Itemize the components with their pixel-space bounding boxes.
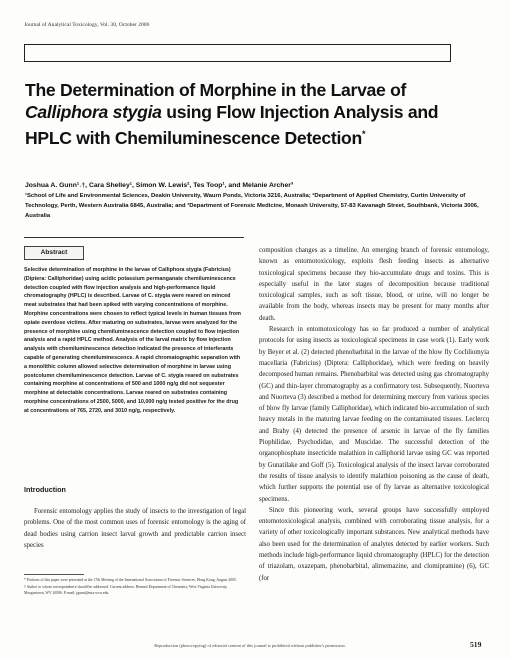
author-affiliations: ¹School of Life and Environmental Sciences, Deakin University, Waurn Ponds, Victoria 3216, Australia; ²Department of Applied Chemistry, Curtin University of Technology, Perth, Western Australia 6845, Australia; and ³Department of Forensic Medicine, Monash University, 57-83 Kavanagh Street, Southbank, Victoria 3006, Australia <box>25 193 479 219</box>
abstract-text: Selective determination of morphine in the larvae of Calliphora stygia (Fabricius) (Diptera: Calliphoridae) using acidic potassium permanganate chemiluminescence detection coupled with flow injection analysis and high-performance liquid chromatography (HPLC) is described. Larvae of C. stygia were reared on minced meat substrates that had been spiked with varying concentrations of morphine. Morphine concentrations were chosen to reflect typical levels in human tissues from opiate overdose victims. After maturing on substrates, larvae were analyzed for the presence of morphine using chemiluminescence detection coupled to flow injection analysis and a rapid HPLC method. Analysis of the larval matrix by flow injection analysis with chemiluminescence detection indicated the presence of interferants capable of generating chemiluminescence. A rapid chromatographic separation with a monolithic column allowed selective determination of morphine in larvae using postcolumn chemiluminescence detection. Larvae of C. stygia reared on substrates containing morphine at concentrations of 500 and 1000 ng/g did not sequester morphine at detectable concentrations. Larvae reared on substrates containing morphine concentrations of 2500, 5000, and 10,000 ng/g tested positive for the drug at concentrations of 765, 2720, and 3010 ng/g, respectively. <box>24 267 241 414</box>
right-paragraph-1: composition changes as a timeline. An emerging branch of forensic entomology, known as entomotoxicology, exploits flesh feeding insects as alternative toxicological specimens because they bio-accumulate drugs and toxins. This is especially useful in the later stages of decomposition because traditional toxicological samples, such as soft tissue, blood, or urine, will no longer be available from the body, whereas insects may be present for many months after death. <box>259 247 489 322</box>
header-frame <box>24 44 451 62</box>
title-line-2: using Flow Injection Analysis and <box>161 102 439 122</box>
footnote-divider <box>24 574 84 575</box>
journal-running-header: Journal of Analytical Toxicology, Vol. 30, October 2006 <box>24 22 150 28</box>
title-species: Calliphora stygia <box>25 102 162 122</box>
article-title <box>25 79 485 149</box>
copyright-notice: Reproduction (photocopying) of editorial content of this journal is prohibited without publisher's permission. <box>154 643 346 648</box>
right-paragraph-2: Research in entomotoxicology has so far produced a number of analytical protocols for using insects as toxicological specimens in case work (1). Early work by Beyer et al. (2) detected phenobarbital in the larvae of the blow fly Cochliomyia macellaria (Fabricius) (Diptera: Calliphoridae), which were feeding on heavily decomposed human remains. Phenobarbital was detected using gas chromatography (GC) and thin-layer chromatography as a confirmatory test. Subsequently, Nuorteva and Nuorteva (3) described a method for determining mercury from various species of blow fly larvae (family Calliphoridae), which indicated bio-accumulation of such heavy metals in the maturing larvae feeding on the contaminated tissues. Leclercq and Brahy (4) detected the presence of arsenic in larvae of the fly families Piophilidae, Psychodidae, and Muscidae. The successful detection of the organophosphate insecticide malathion in calliphorid larvae using GC was reported by Gunatilake and Goff (5). Toxicological analysis of the insect larvae corroborated the results of tissue analysis to identify malathion poisoning as the cause of death, which further supports the potential use of fly larvae as alternative toxicological specimens. <box>259 326 489 503</box>
footnote-presentation: * Portions of this paper were presented at the 17th Meeting of the International Association of Forensic Sciences, Hong Kong, August 2005. <box>24 578 237 582</box>
page-number: 519 <box>470 640 482 649</box>
footnotes <box>24 577 246 597</box>
right-column-body <box>259 245 489 584</box>
footnote-correspondence: † Author to whom correspondence should be addressed. Current address: Bennett Department of Chemistry, West Virginia University, Morgantown, WV 26506. E-mail: jgunn@mix.wvu.edu. <box>24 585 228 595</box>
title-footnote-marker: * <box>361 129 366 139</box>
introduction-heading: Introduction <box>24 485 66 494</box>
right-paragraph-3: Since this pioneering work, several groups have successfully employed entomotoxicological analysis, combined with corroborating tissue analysis, for a variety of other toxicologically important substances. New analytical methods have also been used for the determination of analytes detected by earlier workers. Such methods include high-performance liquid chromatography (HPLC) for the detection of triazolam, oxazepam, phenobarbital, alimemazine, and clomipramine) (6), GC (for <box>259 506 489 582</box>
intro-paragraph: Forensic entomology applies the study of insects to the investigation of legal problems. One of the most common uses of forensic entomology is the aging of dead bodies using carrion insect larval growth and predictable carrion insect species <box>24 508 246 549</box>
title-line-3: HPLC with Chemiluminescence Detection <box>25 127 362 148</box>
section-divider <box>24 237 244 238</box>
author-list: Joshua A. Gunn¹˒†, Cara Shelley¹, Simon W. Lewis², Tes Toop¹, and Melanie Archer³ <box>25 182 294 189</box>
title-line-1: The Determination of Morphine in the Larvae of <box>25 80 407 100</box>
abstract-heading: Abstract <box>24 246 84 260</box>
introduction-body <box>24 506 246 551</box>
